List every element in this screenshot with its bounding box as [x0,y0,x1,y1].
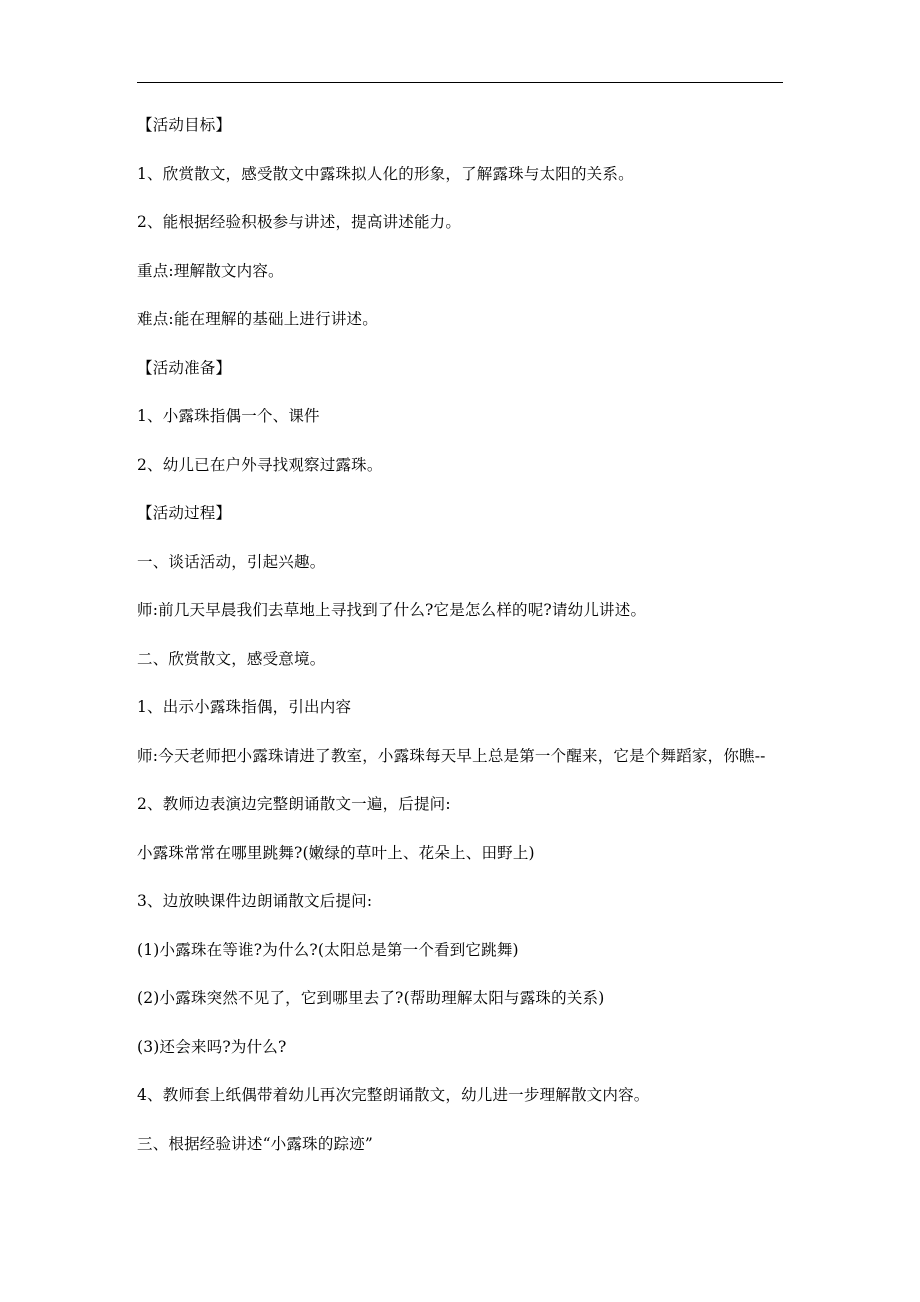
question-line-2: (1)小露珠在等谁?为什么?(太阳总是第一个看到它跳舞) [137,940,519,959]
question-line-3: (2)小露珠突然不见了，它到哪里去了?(帮助理解太阳与露珠的关系) [137,989,605,1007]
substep-2-1: 1、出示小露珠指偶，引出内容 [137,698,352,716]
substep-2-4: 4、教师套上纸偶带着幼儿再次完整朗诵散文，幼儿进一步理解散文内容。 [137,1086,650,1104]
preparation-item-2: 2、幼儿已在户外寻找观察过露珠。 [137,455,383,474]
preparation-item-1: 1、小露珠指偶一个、课件 [137,407,320,425]
substep-2-3: 3、边放映课件边朗诵散文后提问: [137,892,373,910]
teacher-line-1: 师:前几天早晨我们去草地上寻找到了什么?它是怎么样的呢?请幼儿讲述。 [137,601,647,619]
section-heading-process: 【活动过程】 [137,504,232,522]
substep-2-2: 2、教师边表演边完整朗诵散文一遍，后提问: [137,795,451,813]
document-body [137,113,797,1180]
goal-item-1: 1、欣赏散文，感受散文中露珠拟人化的形象，了解露珠与太阳的关系。 [137,164,634,183]
teacher-line-2: 师:今天老师把小露珠请进了教室，小露珠每天早上总是第一个醒来，它是个舞蹈家，你瞧-- [137,746,766,765]
section-heading-preparation: 【活动准备】 [137,358,232,377]
question-line-4: (3)还会来吗?为什么? [137,1037,287,1056]
process-step-3: 三、根据经验讲述“小露珠的踪迹” [137,1134,374,1153]
goal-item-2: 2、能根据经验积极参与讲述，提高讲述能力。 [137,213,462,231]
header-rule [137,82,783,83]
process-step-2: 二、欣赏散文，感受意境。 [137,649,326,668]
process-step-1: 一、谈话活动，引起兴趣。 [137,552,326,571]
section-heading-goals: 【活动目标】 [137,116,232,134]
difficult-point: 难点:能在理解的基础上进行讲述。 [137,310,378,328]
question-line-1: 小露珠常常在哪里跳舞?(嫩绿的草叶上、花朵上、田野上) [137,843,535,862]
key-point: 重点:理解散文内容。 [137,261,284,280]
